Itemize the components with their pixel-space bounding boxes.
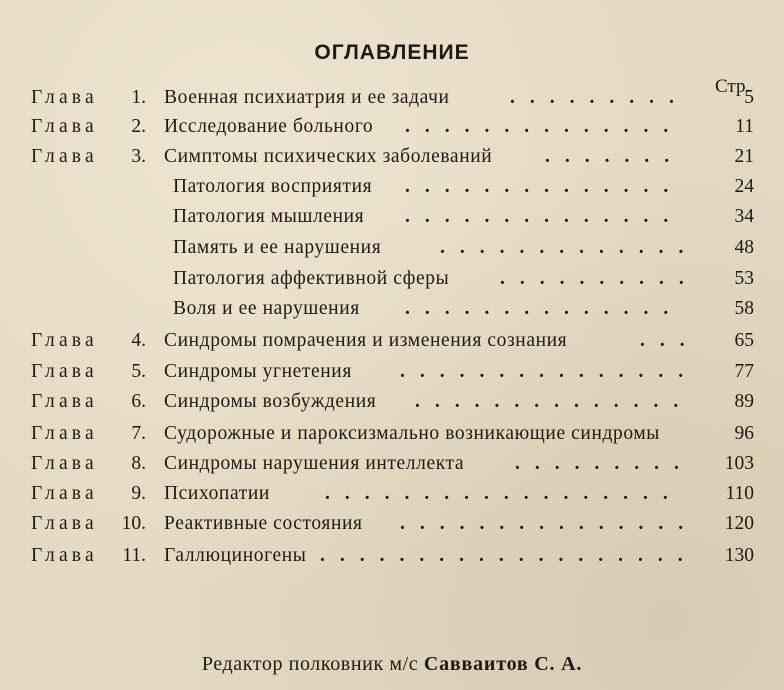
chapter-word: Глава xyxy=(31,391,98,412)
chapter-number: 10. xyxy=(121,513,146,534)
section-title: Патология мышления xyxy=(173,206,365,227)
toc-entry xyxy=(0,479,784,509)
chapter-title: Военная психиатрия и ее задачи xyxy=(164,87,450,108)
chapter-title: Синдромы помрачения и изменения сознания xyxy=(164,330,568,351)
chapter-word: Глава xyxy=(31,361,98,382)
chapter-number: 4. xyxy=(131,330,146,351)
chapter-number: 6. xyxy=(131,391,146,412)
dot-leader: .............. xyxy=(405,298,684,319)
page-number: 120 xyxy=(724,513,754,534)
chapter-word: Глава xyxy=(31,513,98,534)
toc-entry xyxy=(0,326,784,356)
toc-entry xyxy=(0,509,784,539)
section-title: Патология аффективной сферы xyxy=(173,268,450,289)
chapter-number: 5. xyxy=(131,361,146,382)
toc-entry xyxy=(0,233,784,263)
chapter-number: 1. xyxy=(131,87,146,108)
dot-leader: ............... xyxy=(400,361,699,382)
chapter-title: Судорожные и пароксизмально возникающие синдромы xyxy=(164,423,660,444)
chapter-number: 9. xyxy=(131,483,146,504)
toc-entry xyxy=(0,112,784,142)
chapter-title: Психопатии xyxy=(164,483,270,504)
dot-leader: ... xyxy=(640,330,700,351)
page-title: ОГЛАВЛЕНИЕ xyxy=(314,41,470,64)
chapter-title: Галлюциногены xyxy=(164,545,307,566)
chapter-word: Глава xyxy=(31,330,98,351)
editor-name: Савваитов С. А. xyxy=(423,653,583,675)
editor-prefix: Редактор полковник м/с xyxy=(201,653,419,675)
chapter-title: Синдромы угнетения xyxy=(164,361,352,382)
toc-entry xyxy=(0,264,784,294)
toc-entry xyxy=(0,541,784,571)
toc-entry xyxy=(0,172,784,202)
dot-leader: .............. xyxy=(405,116,684,137)
toc-entry xyxy=(0,142,784,172)
page-number: 65 xyxy=(734,330,754,351)
chapter-title: Реактивные состояния xyxy=(164,513,363,534)
page-number: 103 xyxy=(724,453,754,474)
page-number: 130 xyxy=(724,545,754,566)
chapter-word: Глава xyxy=(31,545,98,566)
chapter-number: 3. xyxy=(131,146,146,167)
dot-leader: ....... xyxy=(545,146,685,167)
dot-leader: .............. xyxy=(405,206,684,227)
toc-entry xyxy=(0,387,784,417)
page-number: 11 xyxy=(735,116,754,137)
toc-entry xyxy=(0,83,784,113)
chapter-title: Исследование больного xyxy=(164,116,374,137)
chapter-title: Синдромы нарушения интеллекта xyxy=(164,453,465,474)
page-number: 24 xyxy=(734,176,754,197)
section-title: Патология восприятия xyxy=(173,176,373,197)
page-number: 5 xyxy=(744,87,754,108)
toc-entry xyxy=(0,202,784,232)
section-title: Воля и ее нарушения xyxy=(173,298,360,319)
chapter-number: 2. xyxy=(131,116,146,137)
chapter-title: Симптомы психических заболеваний xyxy=(164,146,493,167)
dot-leader: .............. xyxy=(415,391,694,412)
dot-leader: .................. xyxy=(325,483,683,504)
page-column-label: Стр. xyxy=(715,76,751,97)
chapter-number: 11. xyxy=(122,545,146,566)
chapter-word: Глава xyxy=(31,116,98,137)
toc-entry xyxy=(0,294,784,324)
page-number: 96 xyxy=(734,423,754,444)
dot-leader: ......... xyxy=(510,87,689,108)
section-title: Память и ее нарушения xyxy=(173,237,382,258)
editor-credit xyxy=(0,653,784,676)
chapter-word: Глава xyxy=(31,453,98,474)
page-number: 77 xyxy=(734,361,754,382)
chapter-title: Синдромы возбуждения xyxy=(164,391,377,412)
page-number: 21 xyxy=(734,146,754,167)
dot-leader: ............. xyxy=(440,237,699,258)
page-number: 48 xyxy=(734,237,754,258)
toc-entry xyxy=(0,419,784,449)
dot-leader: ................... xyxy=(320,545,698,566)
page-number: 53 xyxy=(734,268,754,289)
page-number: 58 xyxy=(734,298,754,319)
page-number: 89 xyxy=(734,391,754,412)
chapter-word: Глава xyxy=(31,146,98,167)
chapter-number: 7. xyxy=(131,423,146,444)
toc-entry xyxy=(0,449,784,479)
page-number: 34 xyxy=(734,206,754,227)
dot-leader: .............. xyxy=(405,176,684,197)
chapter-word: Глава xyxy=(31,483,98,504)
dot-leader: ......... xyxy=(515,453,694,474)
chapter-number: 8. xyxy=(131,453,146,474)
page-number: 110 xyxy=(725,483,754,504)
dot-leader: .......... xyxy=(500,268,699,289)
dot-leader: ............... xyxy=(400,513,699,534)
toc-entry xyxy=(0,357,784,387)
chapter-word: Глава xyxy=(31,423,98,444)
chapter-word: Глава xyxy=(31,87,98,108)
